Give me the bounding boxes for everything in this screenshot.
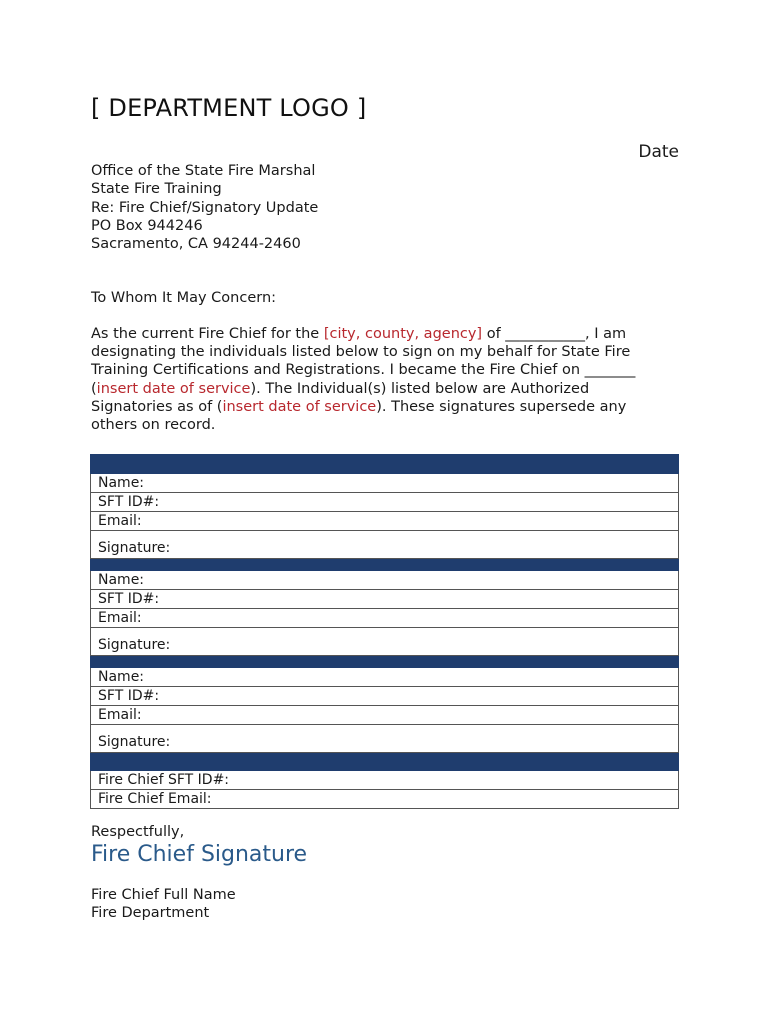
table-row (91, 493, 679, 512)
body-text: of ___________, I am (482, 326, 627, 342)
signatory-table (90, 454, 679, 809)
fire-department-name: Fire Department (91, 905, 210, 922)
body-line (91, 325, 681, 343)
table-row (91, 628, 679, 656)
body-text: ). The Individual(s) listed below are Authorized (250, 380, 590, 397)
signatory-2-name-field[interactable]: Name: (91, 571, 679, 590)
agency-placeholder: [city, county, agency] (323, 326, 483, 342)
table-row (91, 609, 679, 628)
address-line: Re: Fire Chief/Signatory Update (91, 199, 319, 216)
table-separator-band (91, 559, 679, 571)
table-separator-band (91, 656, 679, 668)
recipient-address (91, 162, 318, 253)
body-line (91, 380, 681, 398)
fire-chief-email-field[interactable]: Fire Chief Email: (91, 790, 679, 809)
signatory-1-sft-id-field[interactable]: SFT ID#: (91, 493, 679, 512)
body-text: As the current Fire Chief for the (91, 326, 324, 342)
signer-block (91, 886, 236, 923)
date-of-service-placeholder: insert date of service (96, 380, 251, 397)
body-paragraph (91, 325, 681, 434)
table-row (91, 590, 679, 609)
table-row (91, 571, 679, 590)
signatory-3-signature-field[interactable]: Signature: (91, 725, 679, 753)
signatory-1-signature-field[interactable]: Signature: (91, 531, 679, 559)
salutation: To Whom It May Concern: (91, 290, 277, 306)
address-line: State Fire Training (91, 181, 222, 198)
fire-chief-signature[interactable]: Fire Chief Signature (91, 842, 308, 867)
address-line: PO Box 944246 (91, 217, 203, 234)
table-separator-band (91, 753, 679, 771)
table-row (91, 706, 679, 725)
closing-respectfully: Respectfully, (91, 824, 185, 840)
body-line: designating the individuals listed below to sign on my behalf for State Fire (91, 344, 631, 361)
address-line: Office of the State Fire Marshal (91, 163, 316, 179)
body-line: others on record. (91, 417, 216, 434)
table-row (91, 474, 679, 493)
body-text: Signatories as of ( (91, 398, 223, 415)
table-row (91, 771, 679, 790)
table-row (91, 790, 679, 809)
body-text: ( (91, 380, 97, 397)
department-logo-placeholder: [ DEPARTMENT LOGO ] (91, 94, 367, 122)
signatory-2-signature-field[interactable]: Signature: (91, 628, 679, 656)
signatory-3-name-field[interactable]: Name: (91, 668, 679, 687)
date-of-service-placeholder: insert date of service (222, 398, 377, 415)
body-line (91, 398, 681, 416)
table-row (91, 512, 679, 531)
signatory-3-email-field[interactable]: Email: (91, 706, 679, 725)
date-field: Date (638, 142, 679, 162)
signatory-2-sft-id-field[interactable]: SFT ID#: (91, 590, 679, 609)
body-text: ). These signatures supersede any (376, 398, 627, 415)
table-row (91, 531, 679, 559)
signatory-3-sft-id-field[interactable]: SFT ID#: (91, 687, 679, 706)
table-row (91, 687, 679, 706)
fire-chief-full-name: Fire Chief Full Name (91, 887, 236, 903)
signatory-1-email-field[interactable]: Email: (91, 512, 679, 531)
body-line: Training Certifications and Registrations. I became the Fire Chief on _______ (91, 362, 636, 379)
table-row (91, 668, 679, 687)
signatory-2-email-field[interactable]: Email: (91, 609, 679, 628)
table-header-band (91, 455, 679, 474)
table-row (91, 725, 679, 753)
address-line: Sacramento, CA 94244-2460 (91, 236, 301, 253)
signatory-1-name-field[interactable]: Name: (91, 474, 679, 493)
fire-chief-sft-id-field[interactable]: Fire Chief SFT ID#: (91, 771, 679, 790)
